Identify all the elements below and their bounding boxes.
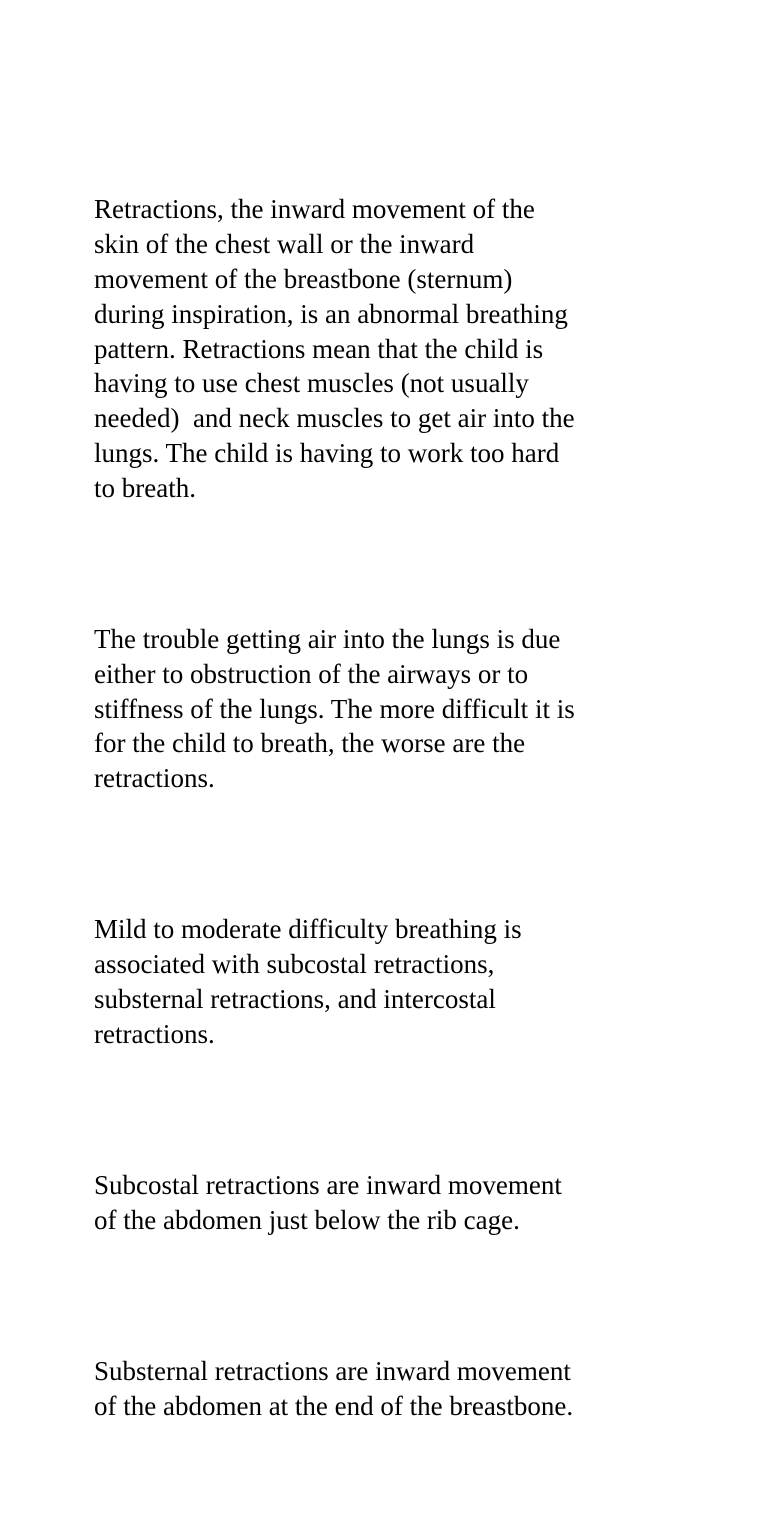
text-line: of the abdomen at the end of the breastbone.: [94, 1390, 574, 1421]
text-line: to breath.: [94, 472, 196, 503]
text-line: The trouble getting air into the lungs is due: [94, 623, 561, 654]
paragraph-subcostal: [94, 1168, 694, 1238]
text-line: Subcostal retractions are inward movement: [94, 1169, 562, 1200]
text-line: retractions.: [94, 1018, 215, 1049]
text-line: skin of the chest wall or the inward: [94, 229, 475, 260]
text-line: lungs. The child is having to work too hard: [94, 437, 560, 468]
paragraph-trouble-getting-air: [94, 622, 694, 796]
paragraph-substernal: [94, 1354, 694, 1424]
text-line: Substernal retractions are inward movement: [94, 1355, 571, 1386]
document-body: [94, 88, 694, 1540]
text-line: retractions.: [94, 763, 215, 794]
text-line: substernal retractions, and intercostal: [94, 983, 496, 1014]
text-line: pattern. Retractions mean that the child is: [94, 333, 544, 364]
text-line: Mild to moderate difficulty breathing is: [94, 914, 522, 945]
paragraph-mild-to-moderate: [94, 912, 694, 1051]
text-line: of the abdomen just below the rib cage.: [94, 1204, 520, 1235]
text-line: during inspiration, is an abnormal breathing: [94, 298, 568, 329]
text-line: either to obstruction of the airways or to: [94, 658, 529, 689]
text-line: associated with subcostal retractions,: [94, 949, 495, 980]
text-line: needed) and neck muscles to get air into the: [94, 403, 575, 434]
paragraph-retractions-definition: [94, 192, 694, 505]
text-line: movement of the breastbone (sternum): [94, 263, 513, 294]
text-line: stiffness of the lungs. The more difficult it is: [94, 693, 575, 724]
text-line: having to use chest muscles (not usually: [94, 368, 529, 399]
text-line: for the child to breath, the worse are the: [94, 728, 526, 759]
text-line: Retractions, the inward movement of the: [94, 194, 535, 225]
